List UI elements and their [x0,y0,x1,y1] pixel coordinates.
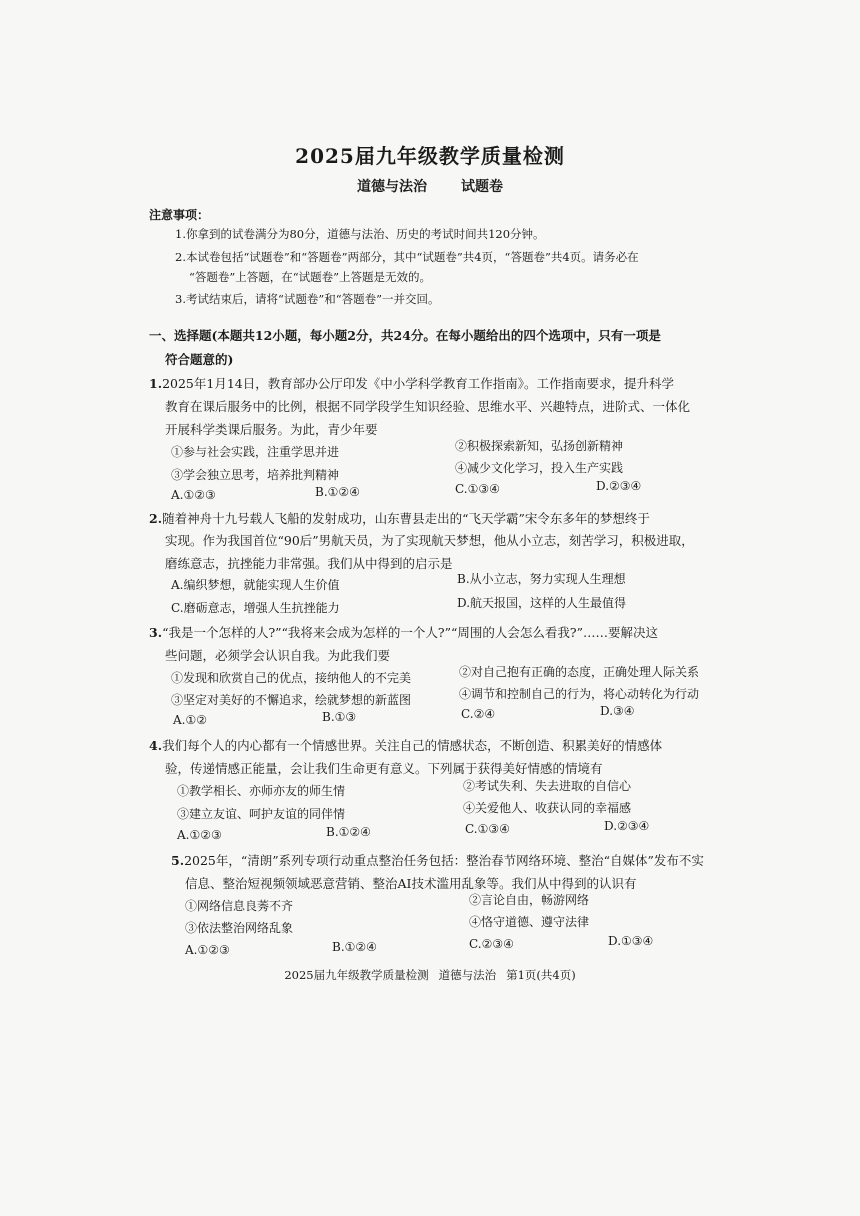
choice-c[interactable]: C.①③④ [465,822,510,836]
choice-c[interactable]: C.②③④ [469,937,514,951]
question-4-stem: 4.我们每个人的内心都有一个情感世界。关注自己的情感状态，不断创造、积累美好的情感体 [149,738,663,753]
choice-b[interactable]: B.①③ [322,710,357,724]
choice-b[interactable]: B.从小立志，努力实现人生理想 [457,572,626,586]
question-1-stem: 1.2025年1月14日，教育部办公厅印发《中小学科学教育工作指南》。工作指南要求，提升科学 [149,376,674,391]
question-5-stem-line: 信息、整治短视频领域恶意营销、整治AI技术滥用乱象等。我们从中得到的认识有 [185,876,637,891]
question-number: 3. [149,625,163,640]
choice-a[interactable]: A.编织梦想，就能实现人生价值 [171,578,340,592]
page-footer [0,967,860,983]
question-2-stem: 2.随着神舟十九号载人飞船的发射成功，山东曹县走出的“飞天学霸”宋令东多年的梦想终于 [149,511,650,526]
statement: ③坚定对美好的不懈追求，绘就梦想的新蓝图 [171,693,412,707]
subtitle [0,176,860,196]
question-number: 1. [149,376,163,391]
choice-c[interactable]: C.磨砺意志，增强人生抗挫能力 [171,601,340,615]
statement: ③依法整治网络乱象 [185,921,294,935]
statement: ④调节和控制自己的行为，将心动转化为行动 [459,687,700,701]
footer-subject: 道德与法治 [438,968,497,982]
question-2-stem-line: 磨练意志，抗挫能力非常强。我们从中得到的启示是 [165,556,453,571]
notice-item: 2.本试卷包括“试题卷”和“答题卷”两部分，其中“试题卷”共4页，“答题卷”共4页。请务必在 [175,250,639,264]
choice-b[interactable]: B.①②④ [332,940,377,954]
statement: ④关爱他人、收获认同的幸福感 [463,801,632,815]
notice-heading: 注意事项： [149,208,210,222]
statement: ②考试失利、失去进取的自信心 [463,779,632,793]
question-5-stem: 5.2025年，“清朗”系列专项行动重点整治任务包括：整治春节网络环境、整治“自媒体”发布不实 [171,853,704,868]
choice-d[interactable]: D.②③④ [604,819,650,833]
footer-page-number: 第1页(共4页) [506,968,576,982]
choice-d[interactable]: D.航天报国，这样的人生最值得 [457,596,627,610]
page-title: 2025届九年级教学质量检测 [295,144,565,168]
question-1-stem-line: 开展科学类课后服务。为此，青少年要 [165,422,378,437]
question-number: 5. [171,853,185,868]
choice-a[interactable]: A.①②③ [177,828,222,842]
notice-item: 3.考试结束后，请将“试题卷”和“答题卷”一并交回。 [175,292,440,306]
question-1-stem-line: 教育在课后服务中的比例，根据不同学段学生知识经验、思维水平、兴趣特点，进阶式、一体化 [165,399,691,414]
statement: ④减少文化学习，投入生产实践 [455,461,624,475]
statement: ④恪守道德、遵守法律 [469,915,590,929]
section-heading: 一、选择题(本题共12小题，每小题2分，共24分。在每小题给出的四个选项中，只有一项是 [149,328,661,343]
statement: ②对自己抱有正确的态度，正确处理人际关系 [459,665,700,679]
question-3-stem: 3.“我是一个怎样的人?”“我将来会成为怎样的一个人?”“周围的人会怎么看我?”……要解决这 [149,625,659,640]
choice-b[interactable]: B.①②④ [326,825,371,839]
statement: ③建立友谊、呵护友谊的同伴情 [177,807,346,821]
question-3-stem-line: 些问题，必须学会认识自我。为此我们要 [165,648,391,663]
question-4-stem-line: 验，传递情感正能量，会让我们生命更有意义。下列属于获得美好情感的情境有 [165,761,603,776]
statement: ②言论自由，畅游网络 [469,893,590,907]
statement: ①教学相长、亦师亦友的师生情 [177,784,346,798]
choice-c[interactable]: C.①③④ [455,482,500,496]
statement: ①参与社会实践，注重学思并进 [171,445,340,459]
statement: ③学会独立思考，培养批判精神 [171,468,340,482]
choice-a[interactable]: A.①②③ [171,488,216,502]
question-number: 2. [149,511,163,526]
statement: ②积极探索新知，弘扬创新精神 [455,439,624,453]
choice-d[interactable]: D.②③④ [596,479,642,493]
choice-d[interactable]: D.③④ [600,704,635,718]
choice-c[interactable]: C.②④ [461,707,496,721]
statement: ①发现和欣赏自己的优点，接纳他人的不完美 [171,671,412,685]
paper-type-label: 试题卷 [461,179,503,195]
choice-a[interactable]: A.①②③ [185,943,230,957]
section-heading-cont: 符合题意的) [165,352,234,367]
footer-exam: 2025届九年级教学质量检测 [284,968,429,982]
notice-item: 1.你拿到的试卷满分为80分，道德与法治、历史的考试时间共120分钟。 [175,227,545,241]
choice-d[interactable]: D.①③④ [608,934,654,948]
question-number: 4. [149,738,163,753]
subject-label: 道德与法治 [357,179,427,195]
choice-a[interactable]: A.①② [173,713,207,727]
choice-b[interactable]: B.①②④ [315,485,360,499]
statement: ①网络信息良莠不齐 [185,899,294,913]
question-2-stem-line: 实现。作为我国首位“90后”男航天员，为了实现航天梦想，他从小立志，刻苦学习，积极进取， [165,533,694,548]
notice-item: “答题卷”上答题，在“试题卷”上答题是无效的。 [189,270,432,284]
